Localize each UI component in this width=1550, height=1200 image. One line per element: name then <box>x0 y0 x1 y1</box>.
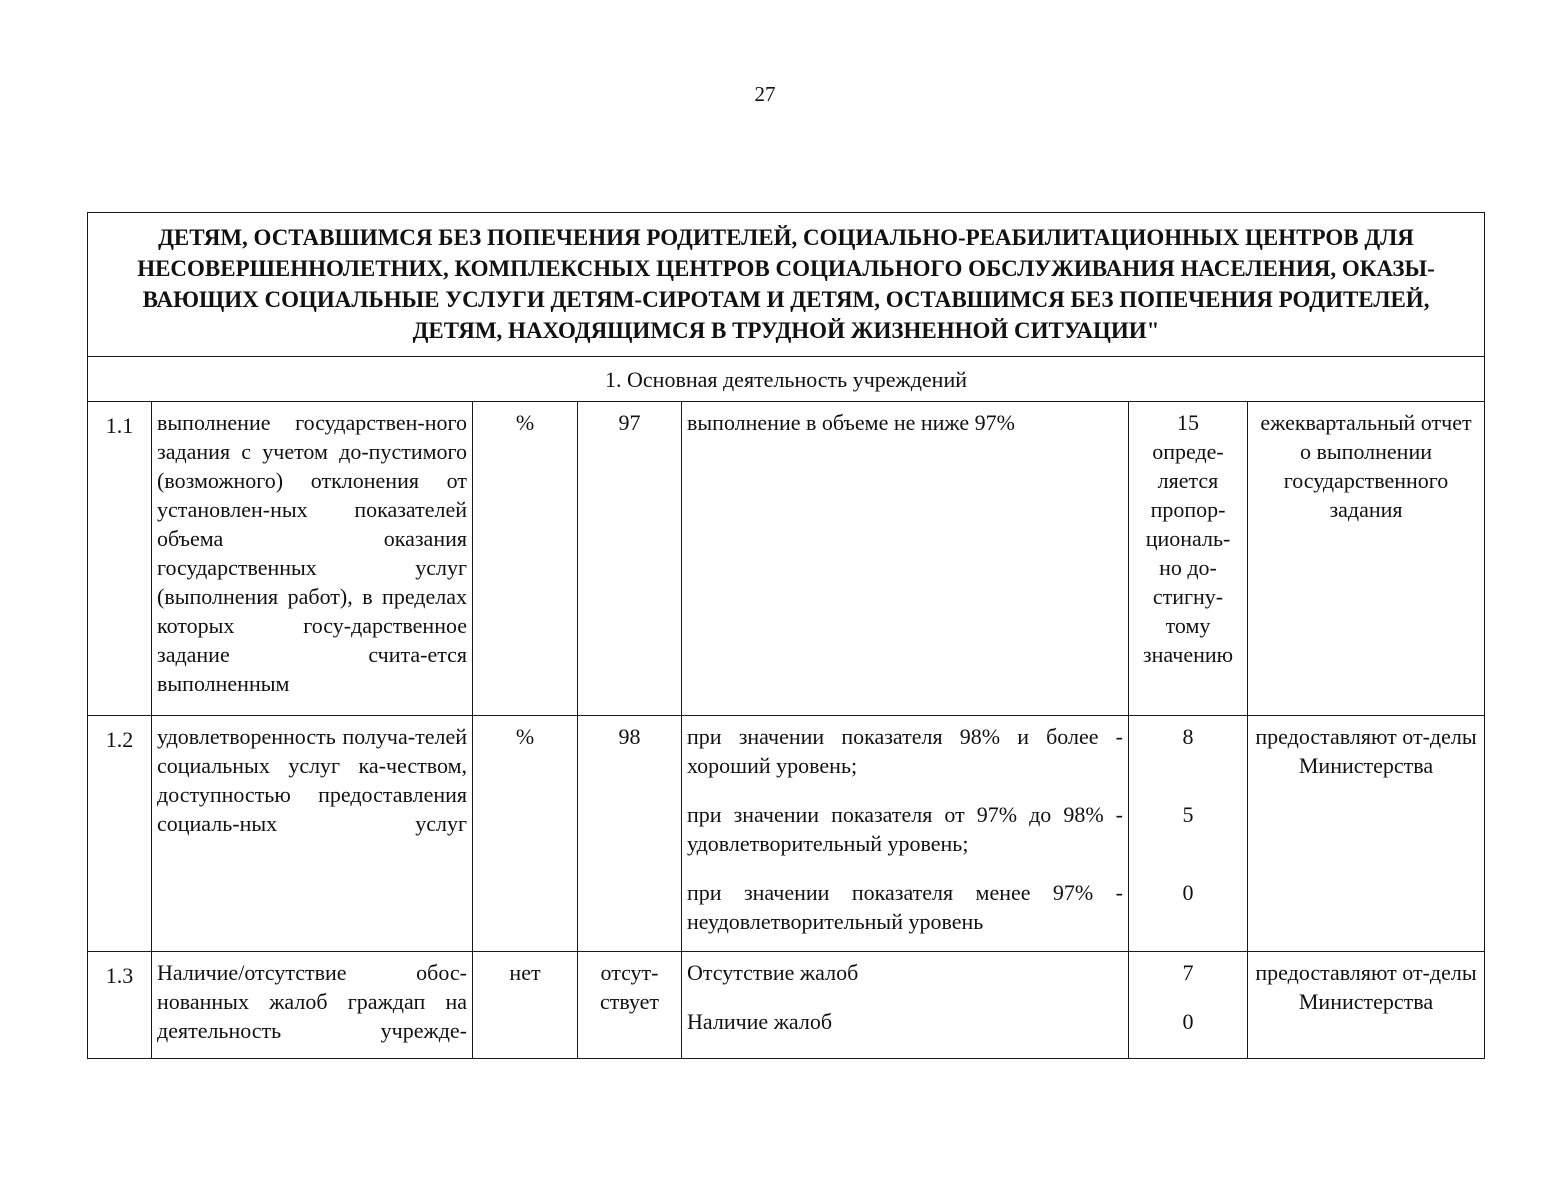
indicator-cell: удовлетворенность получа-телей социальных услуг ка-чеством, доступностью предоставления социаль-ных услуг <box>152 716 473 952</box>
row-number: 1.1 <box>88 402 152 716</box>
unit-cell: % <box>473 716 578 952</box>
criteria-item: Наличие жалоб <box>687 1009 833 1034</box>
indicators-table <box>87 212 1485 1059</box>
score-line: но до- <box>1159 555 1217 580</box>
indicator-cell: Наличие/отсутствие обос-нованных жалоб граждап на деятельность учрежде- <box>152 952 473 1059</box>
score-line: 15 <box>1177 410 1199 435</box>
row-number: 1.2 <box>88 716 152 952</box>
unit-cell: нет <box>473 952 578 1059</box>
criteria-item: Отсутствие жалоб <box>687 960 859 985</box>
score-cell <box>1129 716 1248 952</box>
source-cell: предоставляют от-делы Министерства <box>1248 952 1485 1059</box>
criteria-cell <box>682 952 1129 1059</box>
score-value: 0 <box>1182 1009 1194 1034</box>
indicator-cell: выполнение государствен-ного задания с учетом до-пустимого (возможного) отклонения от установлен-ных показателей объема оказания государственных услуг (выполнения работ), в пределах которых госу-дарственное задание счита-ется выполненным <box>152 402 473 716</box>
page-number: 27 <box>754 82 776 106</box>
target-cell: отсут-ствует <box>578 952 682 1059</box>
score-line: тому <box>1165 613 1211 638</box>
score-cell <box>1129 402 1248 716</box>
unit-cell: % <box>473 402 578 716</box>
criteria-item: при значении показателя менее 97% - неудовлетворительный уровень <box>687 880 1123 934</box>
target-cell: 97 <box>578 402 682 716</box>
score-value: 5 <box>1182 802 1194 827</box>
table-row <box>88 402 1485 716</box>
score-line: значению <box>1142 642 1234 667</box>
criteria-cell: выполнение в объеме не ниже 97% <box>682 402 1129 716</box>
section-row <box>88 357 1485 402</box>
score-line: ляется <box>1157 468 1219 493</box>
source-cell: предоставляют от-делы Министерства <box>1248 716 1485 952</box>
score-value: 8 <box>1182 724 1194 749</box>
target-cell: 98 <box>578 716 682 952</box>
row-number: 1.3 <box>88 952 152 1059</box>
score-line: пропор- <box>1150 497 1226 522</box>
score-cell <box>1129 952 1248 1059</box>
section-title: 1. Основная деятельность учреждений <box>88 357 1485 402</box>
score-line: стигну- <box>1152 584 1224 609</box>
score-value: 0 <box>1182 880 1194 905</box>
heading-row <box>88 213 1485 357</box>
criteria-item: при значении показателя 98% и более - хороший уровень; <box>687 724 1123 778</box>
criteria-item: при значении показателя от 97% до 98% - удовлетворительный уровень; <box>687 802 1123 856</box>
source-cell: ежеквартальный отчет о выполнении государственного задания <box>1248 402 1485 716</box>
table-row <box>88 716 1485 952</box>
table-row <box>88 952 1485 1059</box>
score-line: опреде- <box>1152 439 1224 464</box>
score-value: 7 <box>1182 960 1194 985</box>
table-heading: ДЕТЯМ, ОСТАВШИМСЯ БЕЗ ПОПЕЧЕНИЯ РОДИТЕЛЕЙ, СОЦИАЛЬНО-РЕАБИЛИТАЦИОННЫХ ЦЕНТРОВ ДЛЯ НЕСОВЕРШЕННОЛЕТНИХ, КОМПЛЕКСНЫХ ЦЕНТРОВ СОЦИАЛЬНОГО ОБСЛУЖИВАНИЯ НАСЕЛЕНИЯ, ОКАЗЫ-ВАЮЩИХ СОЦИАЛЬНЫЕ УСЛУГИ ДЕТЯМ-СИРОТАМ И ДЕТЯМ, ОСТАВШИМСЯ БЕЗ ПОПЕЧЕНИЯ РОДИТЕЛЕЙ, ДЕТЯМ, НАХОДЯЩИМСЯ В ТРУДНОЙ ЖИЗНЕННОЙ СИТУАЦИИ" <box>88 213 1485 357</box>
criteria-cell <box>682 716 1129 952</box>
score-line: циональ- <box>1145 526 1231 551</box>
